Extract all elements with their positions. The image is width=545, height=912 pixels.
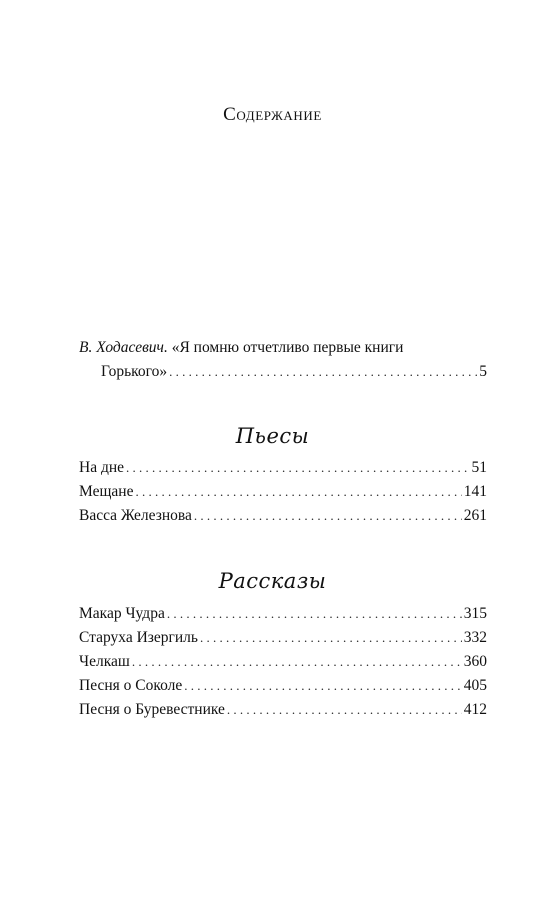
dot-leader <box>126 456 469 480</box>
dot-leader <box>135 480 461 504</box>
entry-page-number: 141 <box>463 483 487 500</box>
entry-title: Васса Железнова <box>79 507 192 524</box>
intro-author: В. Ходасевич. <box>79 339 168 356</box>
dot-leader <box>132 650 462 674</box>
entry-page-number: 412 <box>463 701 487 718</box>
toc-entry[interactable] <box>79 480 487 504</box>
entry-page-number: 360 <box>463 653 487 670</box>
intro-title-line2: Горького» <box>101 363 168 380</box>
entry-title: На дне <box>79 459 125 476</box>
entry-title: Старуха Изергиль <box>79 629 198 646</box>
entry-page-number: 261 <box>463 507 487 524</box>
dot-leader <box>227 698 462 722</box>
entry-page-number: 51 <box>471 459 487 476</box>
intro-entry[interactable] <box>79 336 487 384</box>
entry-page-number: 332 <box>463 629 487 646</box>
dot-leader <box>200 626 462 650</box>
toc-entry[interactable] <box>79 626 487 650</box>
dot-leader <box>194 504 462 528</box>
dot-leader <box>167 602 462 626</box>
entry-page-number: 405 <box>463 677 487 694</box>
page-title: Содержание <box>223 104 322 125</box>
intro-page-number: 5 <box>479 363 487 380</box>
entry-title: Мещане <box>79 483 134 500</box>
entry-title: Макар Чудра <box>79 605 165 622</box>
dot-leader <box>169 360 477 384</box>
stories-list <box>79 602 487 722</box>
toc-entry[interactable] <box>79 674 487 698</box>
toc-entry[interactable] <box>79 698 487 722</box>
dot-leader <box>184 674 461 698</box>
toc-entry[interactable] <box>79 456 487 480</box>
intro-second-line <box>79 360 487 384</box>
entry-title: Песня о Соколе <box>79 677 183 694</box>
entry-title: Челкаш <box>79 653 130 670</box>
entry-page-number: 315 <box>463 605 487 622</box>
section-heading-stories: Рассказы <box>218 569 327 593</box>
toc-entry[interactable] <box>79 602 487 626</box>
entry-title: Песня о Буревестнике <box>79 701 225 718</box>
toc-entry[interactable] <box>79 504 487 528</box>
toc-entry[interactable] <box>79 650 487 674</box>
section-heading-plays: Пьесы <box>235 424 310 448</box>
intro-first-line <box>79 336 487 360</box>
intro-title-line1: «Я помню отчетливо первые книги <box>171 339 404 356</box>
plays-list <box>79 456 487 528</box>
